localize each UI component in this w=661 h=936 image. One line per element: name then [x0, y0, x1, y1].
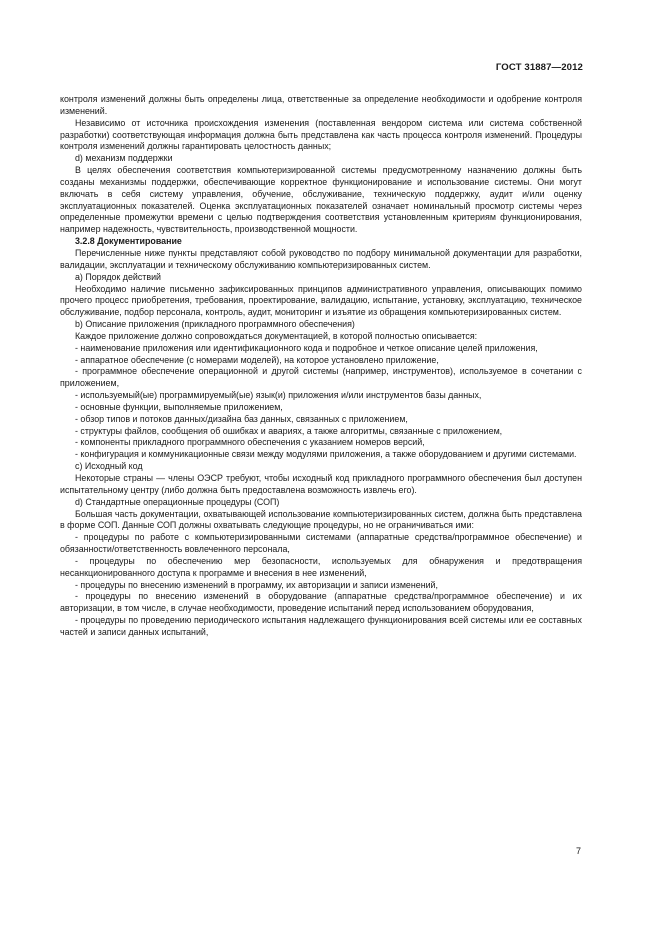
- paragraph: Каждое приложение должно сопровождаться документацией, в которой полностью описывается:: [75, 330, 478, 341]
- paragraph: - процедуры по обеспечению мер безопасности, используемых для обнаружения и предотвращения несанкционированного доступа к программе и внесения в нее изменений,: [60, 555, 582, 578]
- section-heading: 3.2.8 Документирование: [75, 236, 182, 247]
- paragraph: - структуры файлов, сообщения об ошибках и авариях, а также алгоритмы, связанные с приложением,: [75, 425, 503, 436]
- page-number: 7: [575, 846, 581, 856]
- document-standard-header: ГОСТ 31887—2012: [495, 62, 583, 73]
- paragraph: d) Стандартные операционные процедуры (СОП): [75, 496, 280, 507]
- paragraph: В целях обеспечения соответствия компьютеризированной системы предусмотренному назначению должны быть созданы механизмы поддержки, обеспечивающие корректное функционирование и использование системы. Они могут включать в себя систему управления, обучение, обслуживание, техническую поддержку, аудит и/или оценку эксплуатационных показателей. Оценка эксплуатационных показателей означает номинальный просмотр системы через определенные промежутки времени с целью подтверждения соответствия установленным критериям функционирования, например надежность, чувствительность, производственной мощности.: [60, 165, 582, 235]
- paragraph: - используемый(ые) программируемый(ые) язык(и) приложения и/или инструментов базы данных,: [75, 390, 482, 401]
- paragraph: Некоторые страны — члены ОЭСР требуют, чтобы исходный код прикладного программного обеспечения был доступен испытательному центру (либо должна быть предоставлена возможность извлечь его).: [60, 473, 582, 495]
- paragraph: - наименование приложения или идентификационного кода и подробное и четкое описание целей приложения,: [75, 342, 538, 353]
- paragraph: - обзор типов и потоков данных/дизайна баз данных, связанных с приложением,: [75, 413, 408, 424]
- paragraph: контроля изменений должны быть определены лица, ответственные за определение необходимости и одобрение контроля изменений.: [60, 94, 582, 116]
- paragraph: - процедуры по внесению изменений в оборудование (аппаратные средства/программное обеспечение) и их авторизации, в том числе, в случае необходимости, проведение испытаний перед использованием оборудования,: [60, 591, 582, 614]
- paragraph: - аппаратное обеспечение (с номерами моделей), на которое установлено приложение,: [75, 354, 439, 365]
- paragraph: - процедуры по проведению периодического испытания надлежащего функционирования всей системы или ее составных частей и записи данных испытаний,: [60, 615, 582, 637]
- paragraph: - программное обеспечение операционной и другой системы (например, инструментов), используемое в сочетании с приложением,: [60, 366, 582, 389]
- paragraph: b) Описание приложения (прикладного программного обеспечения): [75, 319, 355, 330]
- paragraph: - конфигурация и коммуникационные связи между модулями приложения, а также оборудованием и другими системами.: [75, 449, 577, 460]
- paragraph: а) Порядок действий: [75, 271, 161, 282]
- paragraph: Необходимо наличие письменно зафиксированных принципов административного управления, описывающих помимо прочего процесс приобретения, требования, проектирование, валидацию, испытание, установку, эксплуатацию, техническое обслуживание, подбор персонала, контроль, аудит, мониторинг и изъятие из обращения компьютеризированных систем.: [60, 283, 582, 318]
- paragraph: - процедуры по работе с компьютеризированными системами (аппаратные средства/программное обеспечение) и обязанности/ответственность вовлеченного персонала,: [60, 532, 582, 555]
- paragraph: с) Исходный код: [75, 461, 143, 472]
- paragraph: - компоненты прикладного программного обеспечения с указанием номеров версий,: [75, 437, 425, 448]
- paragraph: - процедуры по внесению изменений в программу, их авторизации и записи изменений,: [75, 579, 438, 590]
- document-body: [60, 94, 582, 639]
- paragraph: Перечисленные ниже пункты представляют собой руководство по подбору минимальной документации для разработки, валидации, эксплуатации и техническому обслуживанию компьютеризированных систем.: [60, 247, 582, 270]
- paragraph: - основные функции, выполняемые приложением,: [75, 401, 283, 412]
- paragraph: Большая часть документации, охватывающей использование компьютеризированных систем, должна быть представлена в форме СОП. Данные СОП должны охватывать следующие процедуры, но не ограничиваться ими:: [60, 508, 582, 531]
- paragraph: d) механизм поддержки: [75, 153, 173, 164]
- paragraph: Независимо от источника происхождения изменения (поставленная вендором система или система собственной разработки) соответствующая информация должна быть представлена как часть процесса контроля изменений. Процедуры контроля изменений должны гарантировать целостность данных;: [60, 117, 582, 152]
